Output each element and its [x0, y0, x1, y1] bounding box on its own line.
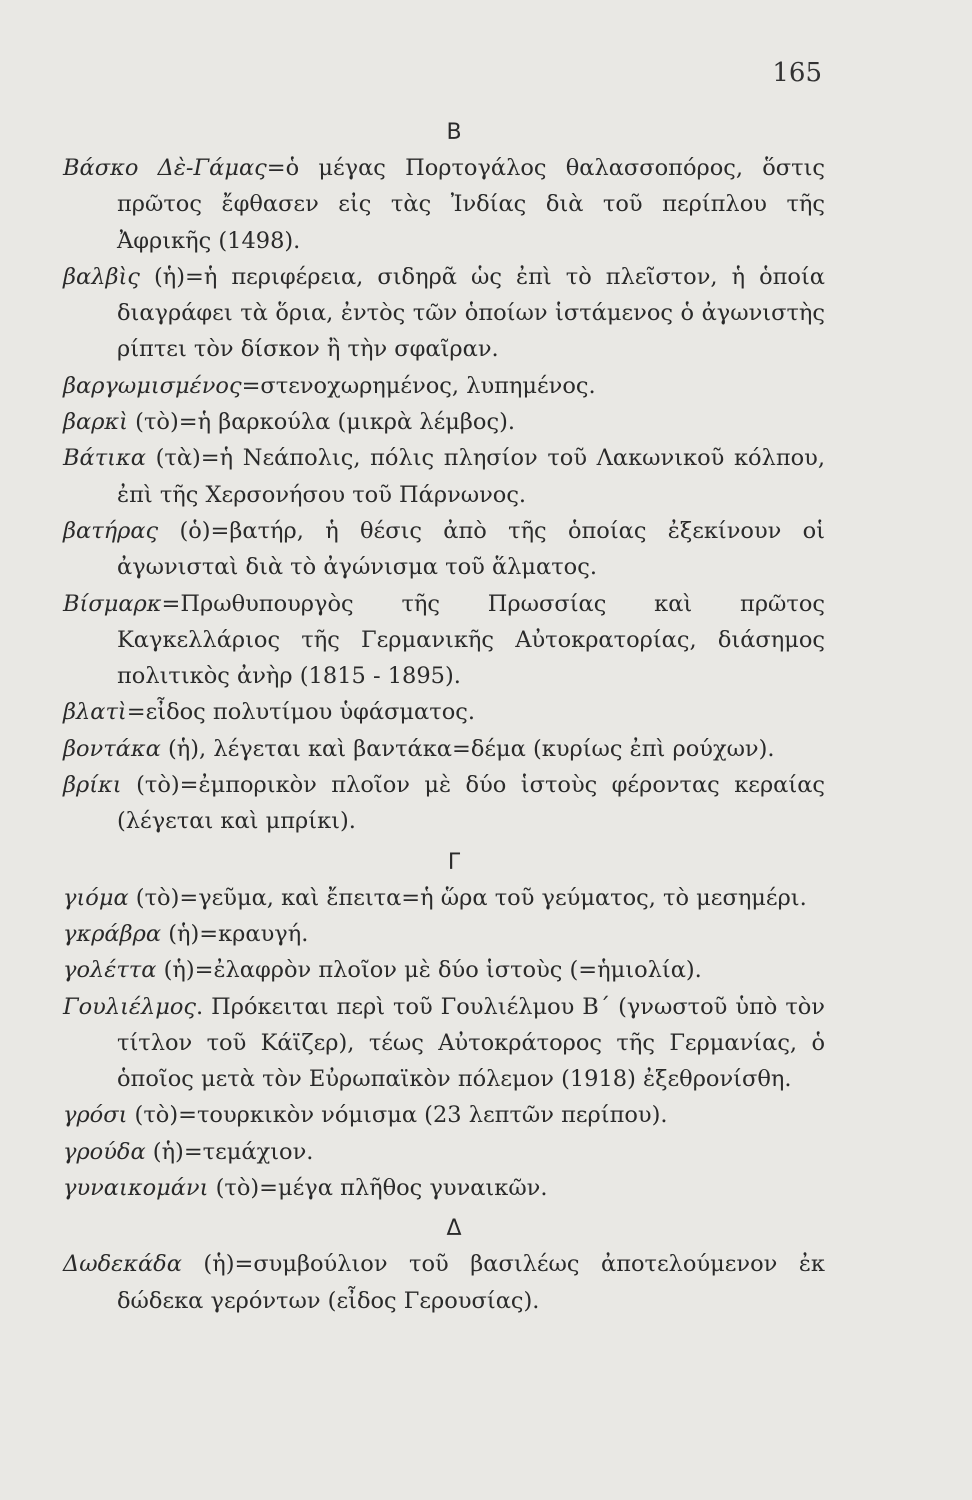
glossary-entry — [63, 1246, 825, 1319]
glossary-entry — [63, 404, 825, 440]
section-letter: Β — [446, 120, 462, 145]
entry-term: βλατὶ — [63, 699, 127, 726]
entry-term: γρούδα — [63, 1138, 146, 1165]
entry-definition: =στενοχωρημένος, λυπημένος. — [241, 372, 596, 399]
entry-definition: =εἶδος πολυτίμου ὑφάσματος. — [126, 699, 476, 726]
entry-definition: (ὁ)=βατήρ, ἡ θέσις ἀπὸ τῆς ὁποίας ἐξεκίνουν οἱ ἀγωνισταὶ διὰ τὸ ἀγώνισμα τοῦ ἅλματος. — [117, 517, 825, 581]
entry-definition: (ἡ)=ἡ περιφέρεια, σιδηρᾶ ὡς ἐπὶ τὸ πλεῖστον, ἡ ὁποία διαγράφει τὰ ὅρια, ἐντὸς τῶν ὁποίων ἱστάμενος ὁ ἀγωνιστὴς ρίπτει τὸν δίσκον ἢ τὴν σφαῖραν. — [117, 263, 825, 363]
glossary-entry — [63, 150, 825, 259]
entry-definition: (ἡ), λέγεται καὶ βαντάκα=δέμα (κυρίως ἐπὶ ρούχων). — [160, 735, 775, 762]
glossary-entry — [63, 731, 825, 767]
entry-definition: (τὸ)=μέγα πλῆθος γυναικῶν. — [208, 1175, 548, 1202]
glossary-entry — [63, 694, 825, 730]
section-beta — [63, 110, 825, 840]
entry-definition: (ἡ)=συμβούλιον τοῦ βασιλέως ἀποτελούμενον ἐκ δώδεκα γερόντων (εἶδος Γερουσίας). — [117, 1251, 825, 1314]
entry-definition: (τὸ)=γεῦμα, καὶ ἔπειτα=ἡ ὥρα τοῦ γεύματος, τὸ μεσημέρι. — [128, 884, 807, 911]
glossary-entry — [63, 989, 825, 1098]
glossary-entry — [63, 1097, 825, 1133]
glossary-entry — [63, 586, 825, 695]
entry-definition: (ἡ)=ἐλαφρὸν πλοῖον μὲ δύο ἱστοὺς (=ἡμιολία). — [156, 957, 702, 984]
entry-term: βρίκι — [63, 772, 122, 799]
entry-term: γιόμα — [63, 884, 129, 911]
glossary-entry — [63, 368, 825, 404]
section-gamma — [63, 840, 825, 1207]
section-letter: Γ — [447, 849, 461, 875]
entry-term: βαργωμισμένος — [63, 372, 242, 399]
entry-term: Βάσκο Δὲ-Γάμας — [63, 155, 267, 181]
entry-definition: =ὁ μέγας Πορτογάλος θαλασσοπόρος, ὅστις πρῶτος ἔφθασεν εἰς τὰς Ἰνδίας διὰ τοῦ περίπλου τῆς Ἀφρικῆς (1498). — [117, 155, 825, 254]
section-delta — [63, 1206, 825, 1319]
entry-term: Βίσμαρκ — [63, 590, 162, 617]
glossary-entry — [63, 513, 825, 586]
entry-definition: (ἡ)=κραυγή. — [161, 920, 309, 947]
entry-definition: (τὸ)=τουρκικὸν νόμισμα (23 λεπτῶν περίπου). — [127, 1102, 668, 1129]
entry-term: γρόσι — [63, 1102, 128, 1129]
glossary-entry — [63, 259, 825, 368]
glossary-entry — [63, 440, 825, 513]
entry-term: Δωδεκάδα — [63, 1251, 182, 1278]
entry-term: βαλβὶς — [63, 263, 140, 290]
glossary-entry — [63, 1134, 825, 1170]
section-letter: Δ — [446, 1216, 462, 1242]
glossary-entry — [63, 767, 825, 840]
entry-definition: (τὸ)=ἡ βαρκούλα (μικρὰ λέμβος). — [128, 409, 516, 436]
entry-term: Βάτικα — [63, 445, 146, 472]
glossary-content — [63, 110, 825, 1319]
entry-term: γυναικομάνι — [63, 1175, 209, 1202]
entry-term: βαρκὶ — [63, 409, 129, 436]
entry-term: γολέττα — [63, 957, 157, 984]
entry-term: Γουλιέλμος — [63, 993, 197, 1020]
entry-definition: . Πρόκειται περὶ τοῦ Γουλιέλμου Β´ (γνωστοῦ ὑπὸ τὸν τίτλον τοῦ Κάϊζερ), τέως Αὐτοκράτορος τῆς Γερμανίας, ὁ ὁποῖος μετὰ τὸν Εὐρωπαϊκὸν πόλεμον (1918) ἐξεθρονίσθη. — [117, 993, 825, 1093]
entry-definition: (ἡ)=τεμάχιον. — [145, 1138, 314, 1165]
glossary-entry — [63, 880, 825, 916]
entry-term: βοντάκα — [63, 735, 161, 762]
entry-term: γκράβρα — [63, 920, 162, 947]
glossary-entry — [63, 916, 825, 952]
page-number: 165 — [772, 58, 822, 88]
entry-definition: (τὰ)=ἡ Νεάπολις, πόλις πλησίον τοῦ Λακωνικοῦ κόλπου, ἐπὶ τῆς Χερσονήσου τοῦ Πάρνωνος. — [117, 445, 825, 508]
glossary-entry — [63, 952, 825, 988]
entry-term: βατήρας — [63, 517, 159, 544]
glossary-entry — [63, 1170, 825, 1206]
entry-definition: =Πρωθυπουργὸς τῆς Πρωσσίας καὶ πρῶτος Καγκελλάριος τῆς Γερμανικῆς Αὐτοκρατορίας, διάσημος πολιτικὸς ἀνὴρ (1815 - 1895). — [117, 590, 825, 690]
entry-definition: (τὸ)=ἐμπορικὸν πλοῖον μὲ δύο ἱστοὺς φέροντας κεραίας (λέγεται καὶ μπρίκι). — [117, 772, 825, 835]
